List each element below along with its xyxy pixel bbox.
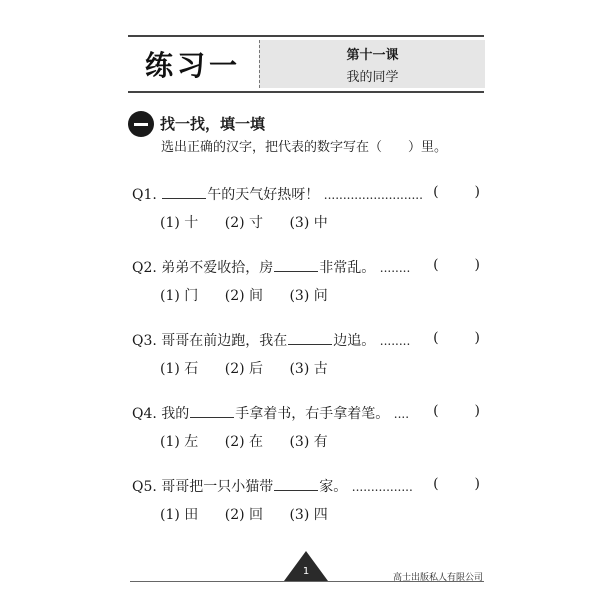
- exercise-title: 练习一: [144, 49, 241, 82]
- leader-dots: ..........................: [323, 188, 423, 202]
- option-3: (3) 有: [289, 434, 328, 450]
- question-text-before: 哥哥在前边跑，我在: [161, 333, 288, 349]
- question-text-after: 家。: [319, 479, 348, 495]
- option-3: (3) 中: [289, 215, 328, 231]
- lesson-header: [128, 35, 484, 93]
- publisher-name: 高士出版私人有限公司: [393, 573, 484, 583]
- question-2: [132, 257, 492, 305]
- answer-bracket[interactable]: ( ): [433, 403, 480, 419]
- answer-bracket[interactable]: ( ): [433, 257, 480, 273]
- options: [160, 358, 492, 378]
- question-number: Q4.: [132, 406, 157, 422]
- leader-dots: ........: [379, 261, 411, 275]
- option-1: (1) 十: [160, 215, 199, 231]
- answer-bracket[interactable]: ( ): [433, 476, 480, 492]
- question-4: [132, 403, 492, 451]
- page-number: 1: [302, 566, 310, 577]
- option-3: (3) 古: [289, 361, 328, 377]
- options: [160, 431, 492, 451]
- option-1: (1) 左: [160, 434, 199, 450]
- question-text-before: 弟弟不爱收拾，房: [161, 260, 274, 276]
- question-5: [132, 476, 492, 524]
- answer-blank[interactable]: [274, 476, 318, 491]
- lesson-number: 第十一课: [346, 47, 399, 63]
- lesson-name: 我的同学: [346, 69, 399, 85]
- option-2: (2) 回: [224, 507, 264, 523]
- answer-blank[interactable]: [288, 330, 332, 345]
- option-1: (1) 田: [160, 507, 199, 523]
- question-text-before: 哥哥把一只小猫带: [161, 479, 274, 495]
- section-one-badge-icon: [128, 111, 154, 137]
- section-instruction: 选出正确的汉字，把代表的数字写在（ ）里。: [161, 140, 448, 155]
- option-3: (3) 问: [289, 288, 328, 304]
- question-number: Q5.: [132, 479, 157, 495]
- question-text-after: 午的天气好热呀！: [207, 187, 320, 203]
- answer-blank[interactable]: [162, 184, 206, 199]
- leader-dots: ................: [351, 480, 413, 494]
- option-1: (1) 石: [160, 361, 199, 377]
- question-text-after: 手拿着书，右手拿着笔。: [235, 406, 390, 422]
- option-1: (1) 门: [160, 288, 199, 304]
- question-text-after: 非常乱。: [319, 260, 376, 276]
- question-text-before: 我的: [161, 406, 190, 422]
- options: [160, 504, 492, 524]
- answer-bracket[interactable]: ( ): [433, 184, 480, 200]
- question-number: Q1.: [132, 187, 157, 203]
- section-title: 找一找，填一填: [160, 115, 266, 133]
- question-number: Q2.: [132, 260, 157, 276]
- question-number: Q3.: [132, 333, 157, 349]
- lesson-info: [259, 40, 485, 88]
- option-2: (2) 后: [224, 361, 264, 377]
- leader-dots: ........: [379, 334, 411, 348]
- question-text-after: 边追。: [333, 333, 376, 349]
- answer-bracket[interactable]: ( ): [433, 330, 480, 346]
- question-1: [132, 184, 492, 232]
- answer-blank[interactable]: [190, 403, 234, 418]
- options: [160, 285, 492, 305]
- option-2: (2) 寸: [224, 215, 264, 231]
- option-2: (2) 间: [224, 288, 264, 304]
- leader-dots: ....: [393, 407, 410, 421]
- options: [160, 212, 492, 232]
- answer-blank[interactable]: [274, 257, 318, 272]
- option-3: (3) 四: [289, 507, 328, 523]
- question-3: [132, 330, 492, 378]
- option-2: (2) 在: [224, 434, 264, 450]
